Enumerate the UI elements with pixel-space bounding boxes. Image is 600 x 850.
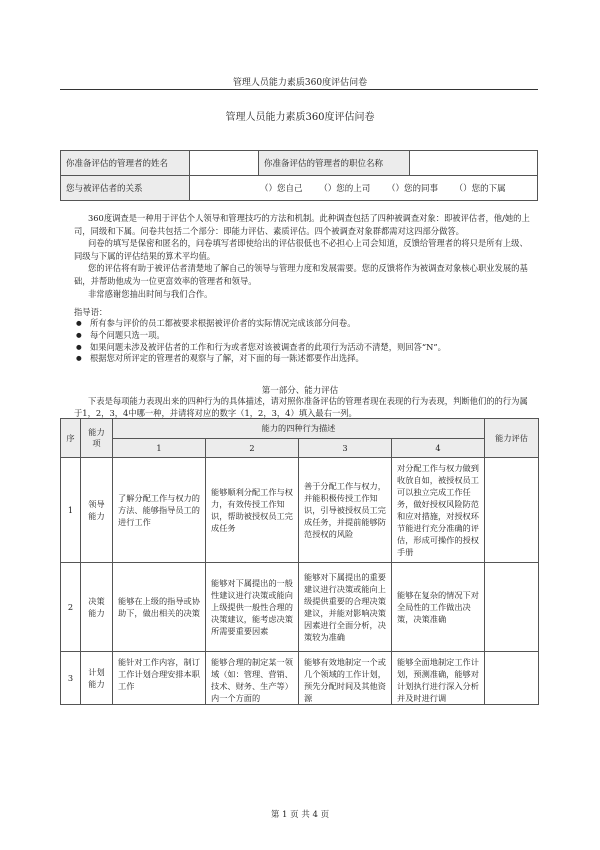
row-desc-4: 能够全面地制定工作计划，预测准确，能够对计划执行进行深入分析并及时进行调 bbox=[397, 657, 479, 703]
row-ability: 决策能力 bbox=[81, 563, 113, 652]
header-ability: 能力项 bbox=[81, 419, 113, 458]
name-label: 你准备评估的管理者的姓名 bbox=[61, 151, 190, 176]
relation-label: 您与被评估者的关系 bbox=[61, 176, 190, 201]
guide-item: ● 根据您对所评定的管理者的观察与了解，对下面的每一陈述都要作出选择。 bbox=[74, 353, 534, 365]
intro-paragraph: 非常感谢您抽出时间与我们合作。 bbox=[88, 288, 213, 299]
row-desc-3: 善于分配工作与权力，并能积极传授工作知识，引导被授权员工完成任务，并提前能够防范授权的风险 bbox=[299, 458, 392, 563]
guide-list bbox=[74, 318, 534, 365]
row-desc-3: 能够对下属提出的重要建议进行决策或能向上级提供重要的合理决策建议，并能对影响决策因素进行全面分析，决策较为准确 bbox=[299, 563, 392, 652]
header-level-4: 4 bbox=[392, 439, 485, 458]
name-field[interactable] bbox=[190, 151, 259, 176]
intro-paragraph: 360度调查是一种用于评估个人领导和管理技巧的方法和机制。此种调查包括了四种被调查对象：即被评估者，他/她的上司，同级和下属。问卷共包括二个部分：即能力评估、素质评估。四个被调查对象群都需对这四部分做答。 bbox=[74, 213, 530, 236]
row-desc-2: 能够合理的制定某一领域（如：管理、营销、技术、财务、生产等）内一个方面的 bbox=[211, 657, 293, 703]
row-desc-3: 能够有效地制定一个或几个领域的工作计划，预先分配时间及其他资源 bbox=[304, 657, 386, 703]
row-score-cell[interactable] bbox=[485, 652, 539, 705]
row-desc-4: 能够在复杂的情况下对全局性的工作做出决策，决策准确 bbox=[392, 563, 485, 652]
header-level-1: 1 bbox=[113, 439, 206, 458]
header-seq: 序 bbox=[61, 419, 81, 458]
row-desc-1: 能针对工作内容，制订工作计划合理安排本职工作 bbox=[118, 657, 200, 691]
guide-item: ● 所有参与评价的员工都被要求根据被评价者的实际情况完成该部分问卷。 bbox=[74, 318, 534, 330]
row-desc-2: 能够对下属提出的一般性建议进行决策或能向上级提供一般性合理的决策建议，能考虑决策所需要重要因素 bbox=[206, 563, 299, 652]
relation-option-peer[interactable]: （）您的同事 bbox=[386, 184, 438, 194]
intro-paragraph: 您的评估将有助于被评估者清楚地了解自己的领导与管理力度和发展需要。您的反馈将作为被调查对象核心职业发展的基础，并帮助他成为一位更富效率的管理者和领导。 bbox=[74, 263, 528, 286]
relation-option-supervisor[interactable]: （）您的上司 bbox=[319, 184, 371, 194]
relation-option-subordinate[interactable]: （）您的下属 bbox=[454, 184, 506, 194]
row-desc-2: 能够顺利分配工作与权力，有效传授工作知识，帮助被授权员工完成任务 bbox=[206, 458, 299, 563]
row-desc-4: 对分配工作与权力做到收放自如，被授权员工可以独立完成工作任务，做好授权风险防范和应对措施，对授权环节能进行充分准确的评估，形成可操作的授权手册 bbox=[392, 458, 485, 563]
header-level-2: 2 bbox=[206, 439, 299, 458]
header-level-3: 3 bbox=[299, 439, 392, 458]
guide-title: 指导语： bbox=[74, 307, 108, 317]
guide-item: ● 如果问题未涉及被评估者的工作和行为或者您对该被调查者的此项行为活动不清楚，则回答“N”。 bbox=[74, 342, 534, 354]
row-desc-1: 了解分配工作与权力的方法、能够指导员工的进行工作 bbox=[113, 458, 206, 563]
position-field[interactable] bbox=[410, 151, 538, 176]
header-score: 能力评估 bbox=[485, 419, 539, 458]
row-score-cell[interactable] bbox=[485, 563, 539, 652]
page-title: 管理人员能力素质360度评估问卷 bbox=[225, 112, 375, 123]
header-behavior-desc: 能力的四种行为描述 bbox=[113, 419, 485, 439]
page-footer: 第 1 页 共 4 页 bbox=[270, 810, 330, 820]
table-row bbox=[61, 563, 539, 652]
row-seq: 3 bbox=[61, 652, 81, 705]
relation-option-self[interactable]: （）您自己 bbox=[260, 184, 303, 194]
part1-desc-text: 下表是每项能力表现出来的四种行为的具体描述，请对照你准备评估的管理者现在表现的行为表现，判断他们的的行为属于1，2，3，4中哪一种，并请将对应的数字（1，2，3，4）填入最右一列。 bbox=[74, 396, 528, 418]
row-score-cell[interactable] bbox=[485, 458, 539, 563]
row-ability: 领导能力 bbox=[81, 458, 113, 563]
relation-options bbox=[190, 176, 538, 201]
header-rule bbox=[60, 89, 538, 90]
respondent-info-table bbox=[60, 150, 538, 201]
table-row bbox=[61, 458, 539, 563]
row-ability: 计划能力 bbox=[81, 652, 113, 705]
row-seq: 1 bbox=[61, 458, 81, 563]
guide-item: ● 每个问题只选一项。 bbox=[74, 330, 534, 342]
position-label: 你准备评估的管理者的职位名称 bbox=[259, 151, 410, 176]
table-row bbox=[61, 652, 539, 705]
row-seq: 2 bbox=[61, 563, 81, 652]
part1-description bbox=[74, 396, 536, 419]
intro-section bbox=[74, 212, 536, 300]
part1-title: 第一部分、能力评估 bbox=[261, 386, 339, 396]
row-desc-1: 能够在上级的指导或协助下，做出相关的决策 bbox=[113, 563, 206, 652]
intro-paragraph: 问卷的填写是保密和匿名的，问卷填写者即使给出的评估很低也不必担心上司会知道，反馈给管理者的将只是所有上级、同级与下属的评估结果的算术平均值。 bbox=[74, 238, 528, 261]
ability-eval-table bbox=[60, 418, 539, 705]
running-header: 管理人员能力素质360度评估问卷 bbox=[232, 78, 368, 88]
